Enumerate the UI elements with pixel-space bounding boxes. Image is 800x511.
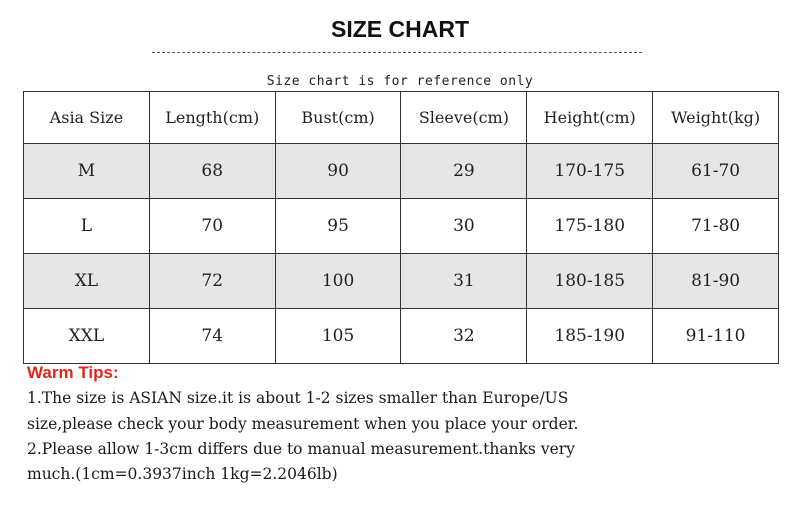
cell-sleeve: 29 (401, 144, 527, 199)
cell-height: 170-175 (527, 144, 653, 199)
cell-height: 185-190 (527, 309, 653, 364)
cell-length: 72 (149, 254, 275, 309)
header-sleeve: Sleeve(cm) (401, 92, 527, 144)
cell-length: 74 (149, 309, 275, 364)
header-weight: Weight(kg) (653, 92, 779, 144)
tip-line: 1.The size is ASIAN size.it is about 1-2 sizes smaller than Europe/US (27, 389, 569, 407)
cell-bust: 105 (275, 309, 401, 364)
tip-line: 2.Please allow 1-3cm differs due to manual measurement.thanks very (27, 440, 575, 458)
cell-bust: 95 (275, 199, 401, 254)
cell-sleeve: 31 (401, 254, 527, 309)
page-title: SIZE CHART (331, 16, 469, 42)
cell-weight: 91-110 (653, 309, 779, 364)
cell-bust: 90 (275, 144, 401, 199)
header-length: Length(cm) (149, 92, 275, 144)
cell-height: 180-185 (527, 254, 653, 309)
cell-size: M (24, 144, 150, 199)
cell-length: 70 (149, 199, 275, 254)
header-asia-size: Asia Size (24, 92, 150, 144)
title-divider (152, 52, 642, 53)
warm-tips-heading: Warm Tips: (27, 363, 119, 382)
size-table (23, 91, 779, 364)
table-row (24, 309, 779, 364)
cell-weight: 71-80 (653, 199, 779, 254)
table-row (24, 144, 779, 199)
table-row (24, 199, 779, 254)
cell-length: 68 (149, 144, 275, 199)
cell-sleeve: 32 (401, 309, 527, 364)
tip-line: size,please check your body measurement when you place your order. (27, 415, 579, 433)
cell-weight: 61-70 (653, 144, 779, 199)
table-row (24, 254, 779, 309)
reference-note: Size chart is for reference only (266, 74, 534, 89)
cell-size: XXL (24, 309, 150, 364)
header-bust: Bust(cm) (275, 92, 401, 144)
cell-size: L (24, 199, 150, 254)
cell-weight: 81-90 (653, 254, 779, 309)
tip-line: much.(1cm=0.3937inch 1kg=2.2046lb) (27, 465, 338, 483)
cell-size: XL (24, 254, 150, 309)
table-header-row (24, 92, 779, 144)
cell-sleeve: 30 (401, 199, 527, 254)
cell-bust: 100 (275, 254, 401, 309)
cell-height: 175-180 (527, 199, 653, 254)
header-height: Height(cm) (527, 92, 653, 144)
